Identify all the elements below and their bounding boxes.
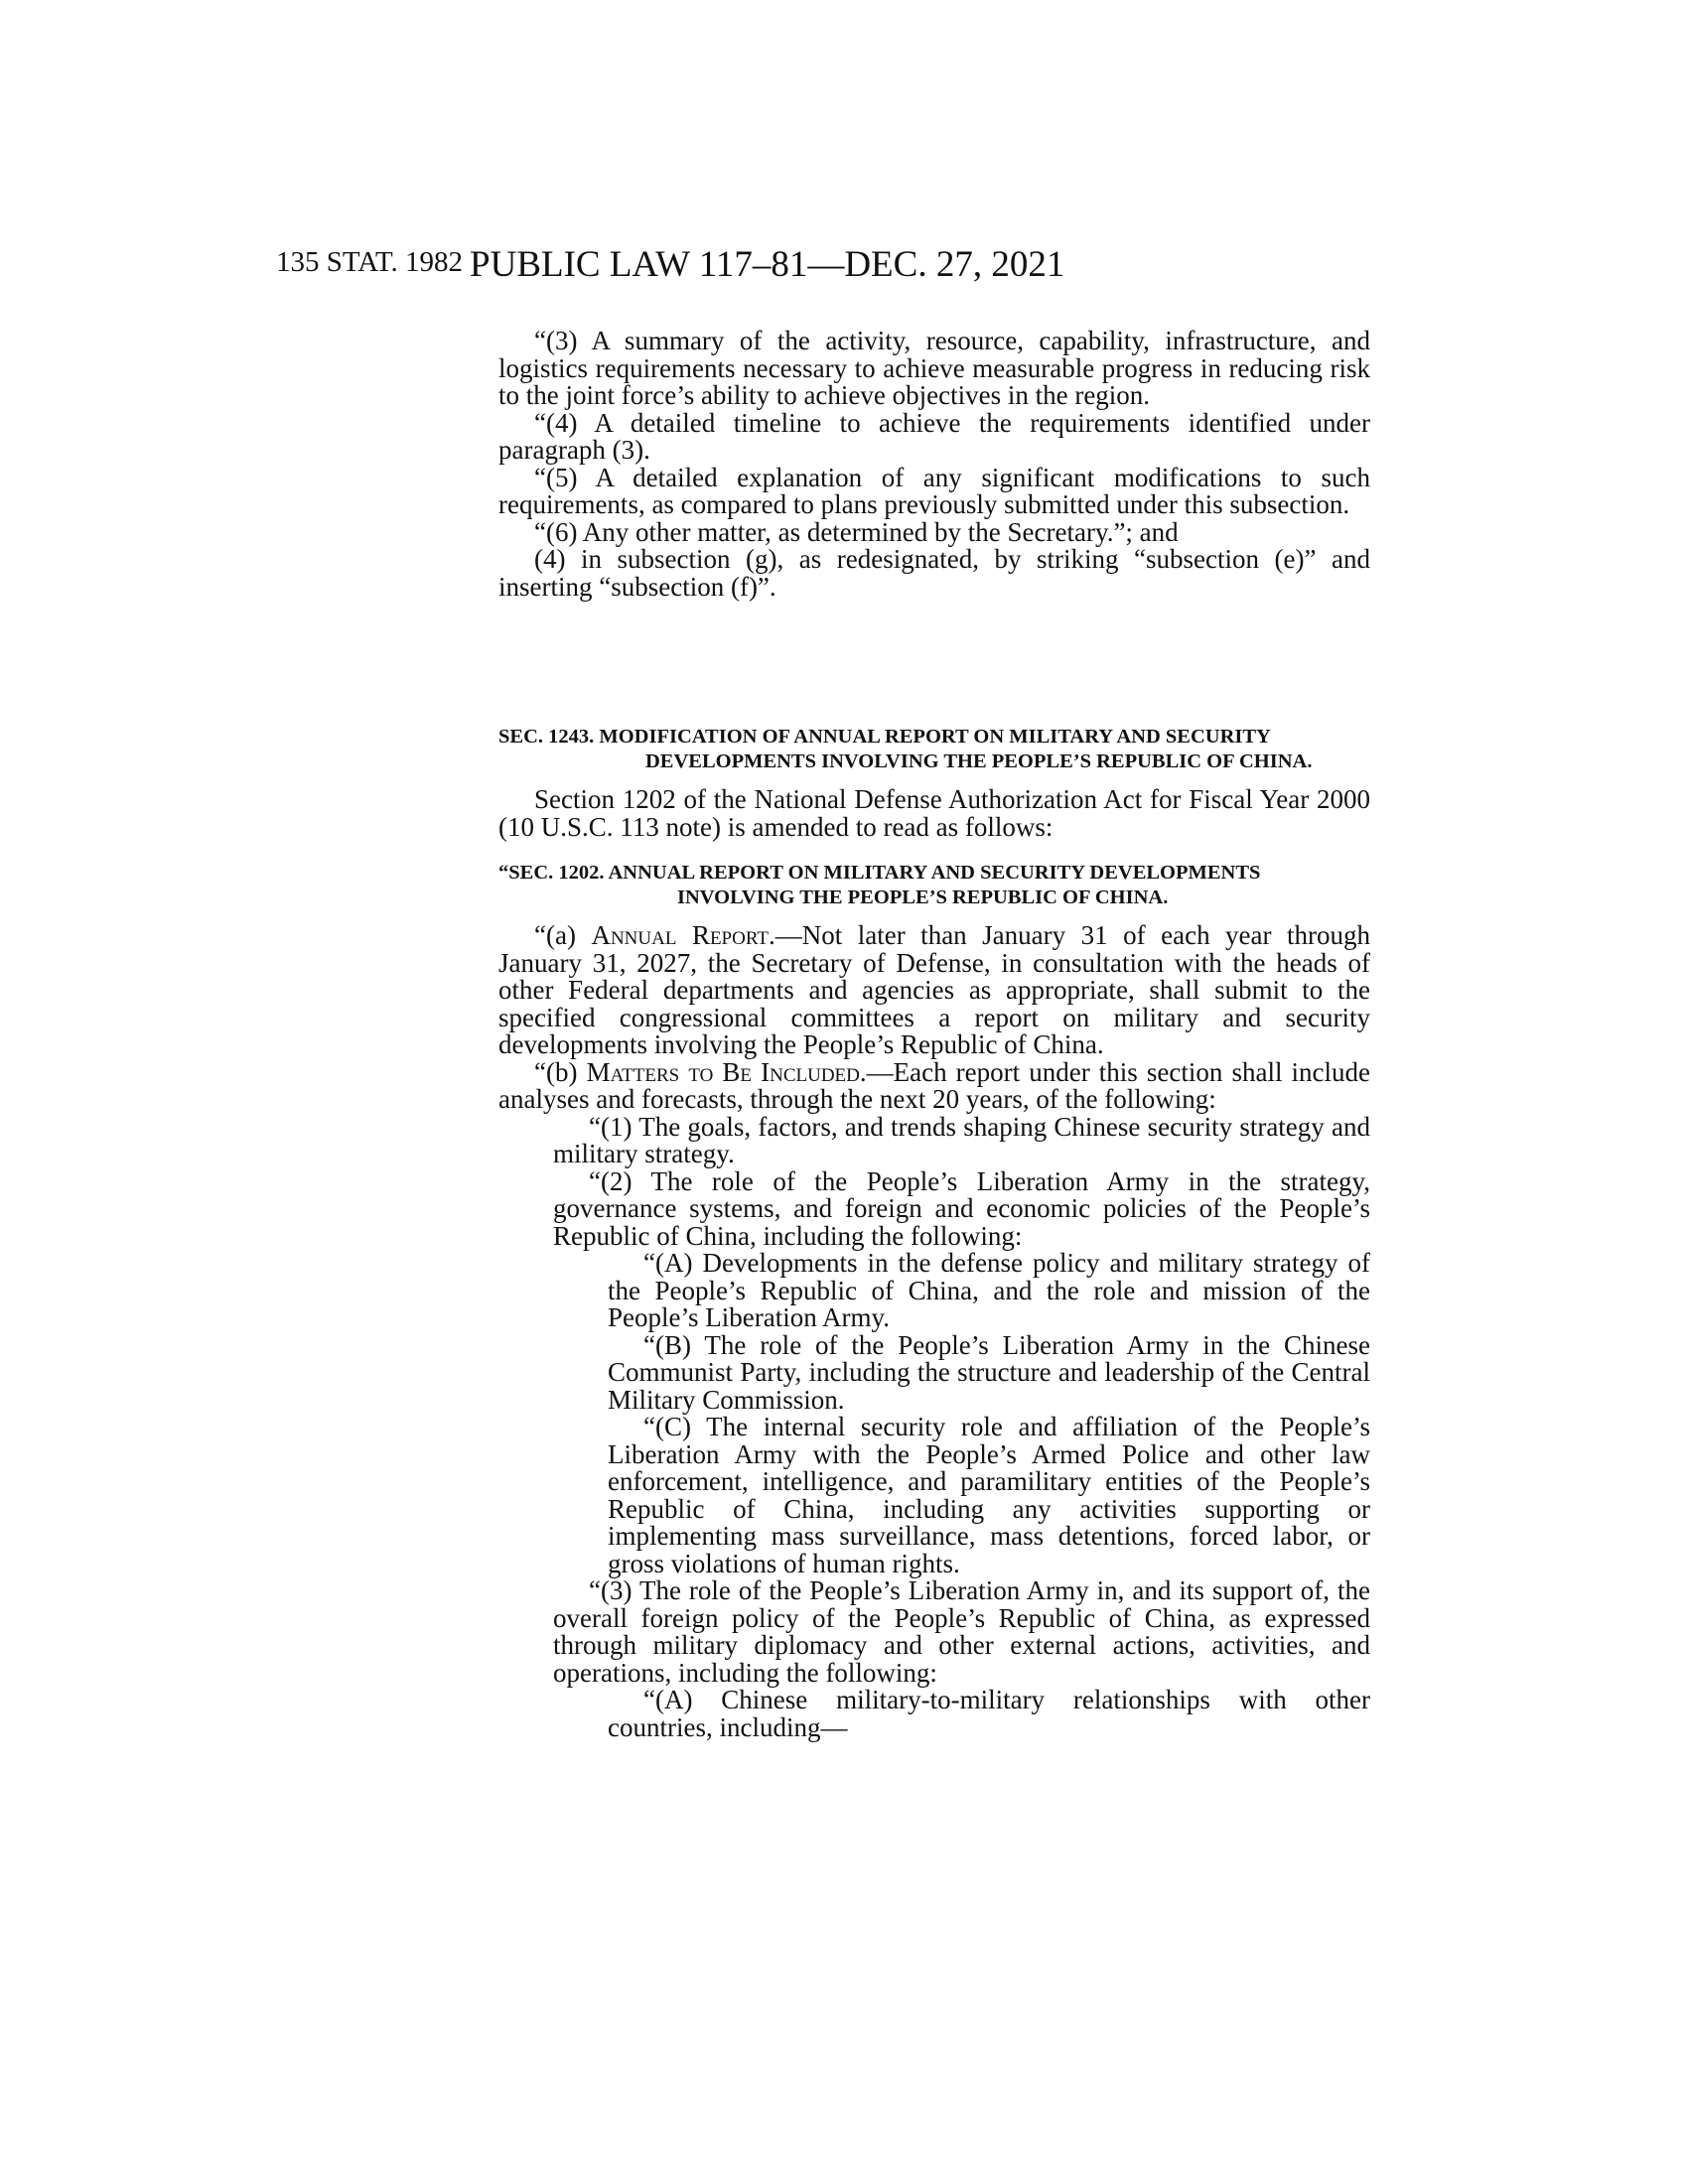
section-1243-block (498, 705, 1370, 1741)
subsection-a-text: .—Not later than January 31 of each year through January 31, 2027, the Secretary of Defense, in consultation with the heads of other Federal departments and agencies as appropriate, shall submit to the specified congressional committees a report on military and security developments involving the People’s Republic of China. (498, 920, 1371, 1059)
subsection-b (498, 1056, 1371, 1114)
page-reference: 135 STAT. 1982 (276, 246, 464, 278)
subparagraph-b2c: “(C) The internal security role and affiliation of the People’s Liberation Army with the People’s Armed Police and other law enforcement, intelligence, and paramilitary entities of the People’s Republic of China, including any activities supporting or implementing mass surveillance, mass detentions, forced labor, or gross violations of human rights. (608, 1412, 1370, 1578)
paragraph-3: “(3) A summary of the activity, resource, capability, infrastructure, and logistics requirements necessary to achieve measurable progress in reducing risk to the joint force’s ability to achieve objectives in the region. (498, 326, 1370, 410)
paragraph-b3: “(3) The role of the People’s Liberation Army in, and its support of, the overall foreign policy of the People’s Republic of China, as expressed through military diplomacy and other external actions, activities, and operations, including the following: (553, 1575, 1370, 1688)
paragraph-b1: “(1) The goals, factors, and trends shaping Chinese security strategy and military strategy. (553, 1111, 1370, 1168)
subsection-a (498, 922, 1370, 1059)
paragraph-5: “(5) A detailed explanation of any significant modifications to such requirements, as compared to plans previously submitted under this subsection. (498, 462, 1370, 519)
document-body (498, 328, 1370, 601)
subsection-a-caption: Annual Report (591, 920, 769, 950)
page-header (276, 246, 1370, 290)
subsection-b-caption: Matters to Be Included (586, 1056, 860, 1087)
running-title: PUBLIC LAW 117–81—DEC. 27, 2021 (470, 244, 1065, 285)
amendment-item-4: (4) in subsection (g), as redesignated, by striking “subsection (e)” and inserting “subsection (f)”. (498, 544, 1370, 602)
paragraph-4: “(4) A detailed timeline to achieve the requirements identified under paragraph (3). (498, 407, 1370, 465)
section-1243-intro: Section 1202 of the National Defense Authorization Act for Fiscal Year 2000 (10 U.S.C. 113 note) is amended to read as follows: (498, 784, 1370, 842)
section-1202-heading: “SEC. 1202. ANNUAL REPORT ON MILITARY AND SECURITY DEVELOPMENTS INVOLVING THE PEOPLE’S REPUBLIC OF CHINA. (498, 862, 1261, 908)
paragraph-6: “(6) Any other matter, as determined by the Secretary.”; and (534, 516, 1179, 547)
section-1243-heading: SEC. 1243. MODIFICATION OF ANNUAL REPORT ON MILITARY AND SECURITY DEVELOPMENTS INVOLVING THE PEOPLE’S REPUBLIC OF CHINA. (498, 726, 1313, 772)
subparagraph-b3a: “(A) Chinese military-to-military relationships with other countries, including— (608, 1685, 1370, 1742)
subsection-b-open: “(b) (534, 1056, 587, 1087)
subparagraph-b2b: “(B) The role of the People’s Liberation Army in the Chinese Communist Party, including the structure and leadership of the Central Military Commission. (608, 1329, 1370, 1415)
subparagraph-b2a: “(A) Developments in the defense policy and military strategy of the People’s Republic of China, and the role and mission of the People’s Liberation Army. (608, 1248, 1370, 1332)
subsection-b-text: .—Each report under this section shall include analyses and forecasts, through the next 20 years, of the following: (498, 1056, 1371, 1114)
paragraph-b2: “(2) The role of the People’s Liberation Army in the strategy, governance systems, and foreign and economic policies of the People’s Republic of China, including the following: (553, 1165, 1370, 1251)
subsection-a-open: “(a) (534, 920, 592, 950)
